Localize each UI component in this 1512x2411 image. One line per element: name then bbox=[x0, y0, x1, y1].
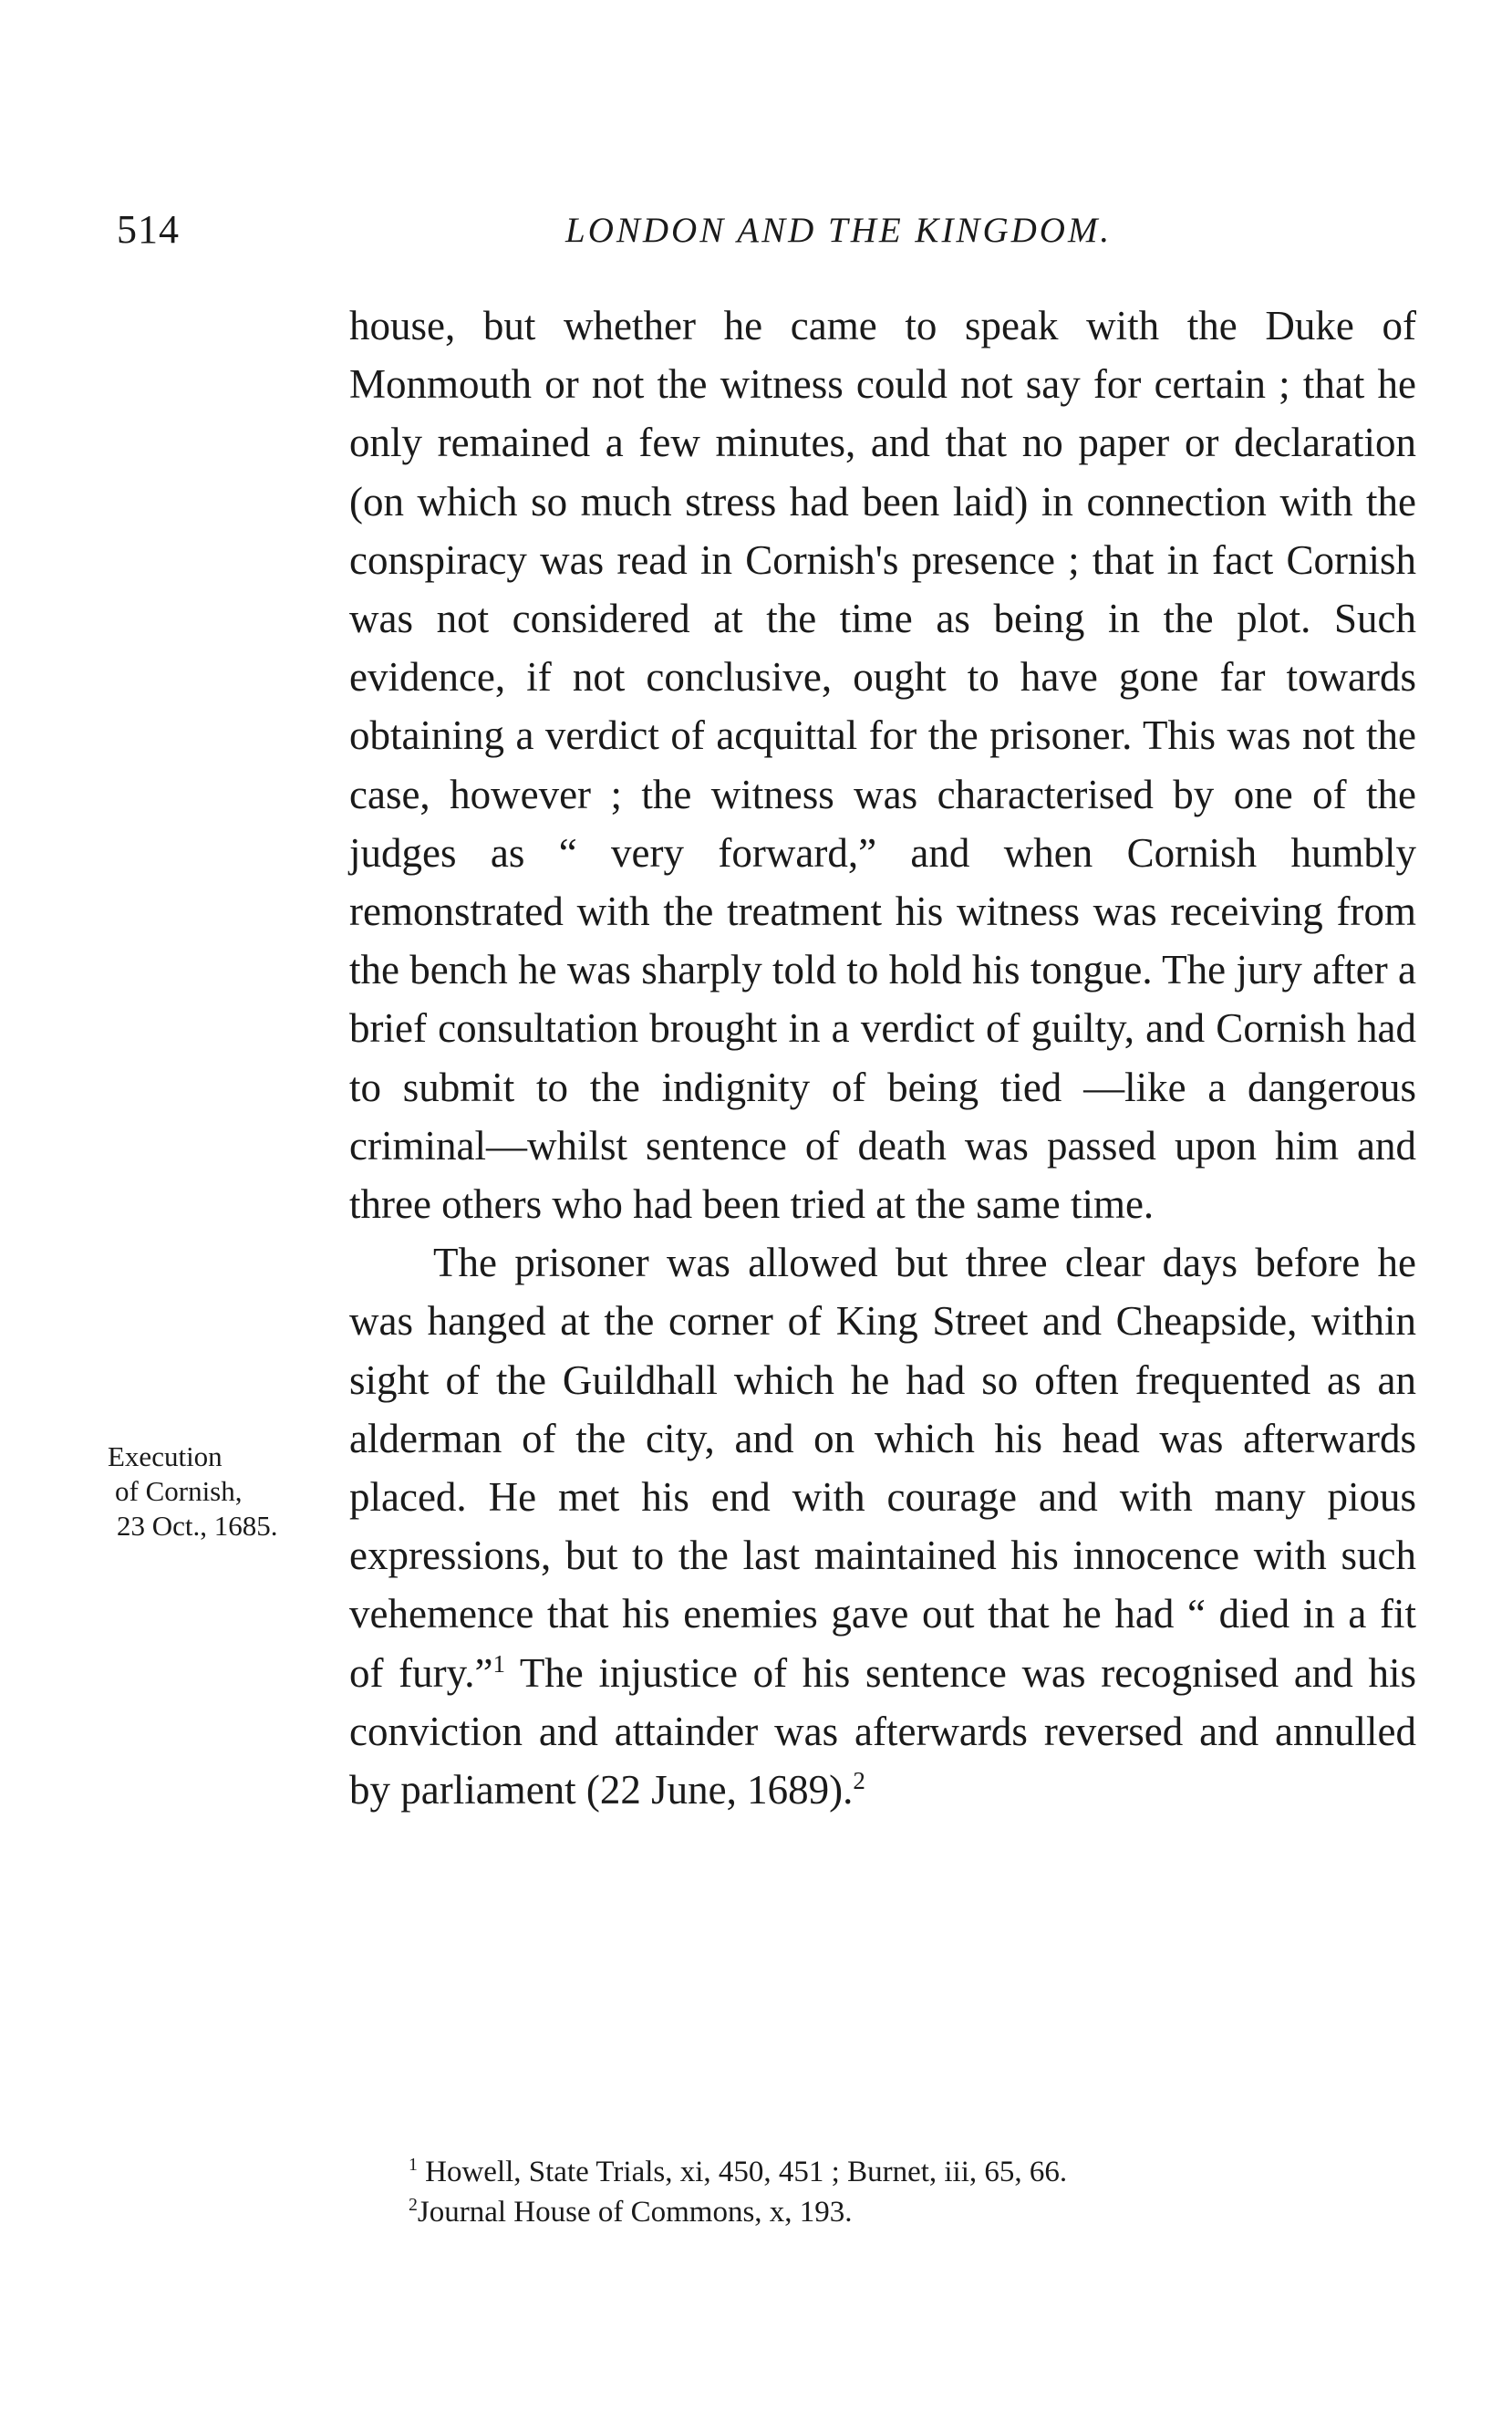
body-text bbox=[349, 296, 1416, 1819]
running-head: LONDON AND THE KINGDOM. bbox=[565, 211, 1113, 250]
footnote-mark: 2 bbox=[409, 2195, 418, 2215]
footnote-ref-2: 2 bbox=[853, 1767, 865, 1795]
footnote-mark: 1 bbox=[409, 2155, 418, 2175]
footnote-text: Howell, State Trials, xi, 450, 451 ; Burnet, iii, 65, 66. bbox=[417, 2156, 1068, 2188]
paragraph-1: house, but whether he came to speak with the Duke of Monmouth or not the witness could not say for certain ; that he only remained a few minutes, and that no paper or declaration (on which so much stress had been laid) in connection with the conspiracy was read in Cornish's presence ; that in fact Cornish was not considered at the time as being in the plot. Such evidence, if not conclusive, ought to have gone far towards obtaining a verdict of acquittal for the prisoner. This was not the case, however ; the witness was characterised by one of the judges as “ very forward,” and when Cornish humbly remonstrated with the treatment his witness was receiving from the bench he was sharply told to hold his tongue. The jury after a brief consultation brought in a verdict of guilty, and Cornish had to submit to the indignity of being tied —like a dangerous criminal—whilst sentence of death was passed upon him and three others who had been tried at the same time. bbox=[349, 303, 1416, 1228]
margin-note-line: Execution bbox=[108, 1440, 223, 1472]
paragraph-2-part-2: The injustice of his sentence was recognised and his conviction and attainder was afterwards reversed and annulled by parliament (22 June, 1689). bbox=[349, 1649, 1416, 1813]
paragraph-2 bbox=[349, 1233, 1416, 1819]
margin-note-line: of Cornish, bbox=[115, 1475, 243, 1507]
margin-note-line: 23 Oct., 1685. bbox=[117, 1510, 278, 1542]
footnote-ref-1: 1 bbox=[492, 1649, 505, 1678]
footnote-2 bbox=[409, 2192, 1412, 2232]
margin-note bbox=[108, 1439, 349, 1543]
footnote-text: Journal House of Commons, x, 193. bbox=[417, 2196, 853, 2229]
page-number: 514 bbox=[117, 207, 180, 252]
paragraph-2-part-1: The prisoner was allowed but three clear days before he was hanged at the corner of King Street and Cheapside, within sight of the Guildhall which he had so often frequented as an alderman of the city, and on which his head was afterwards placed. He met his end with courage and with many pious expressions, but to the last maintained his innocence with such vehemence that his enemies gave out that he had “ died in a fit of fury.” bbox=[349, 1240, 1416, 1696]
footnotes bbox=[409, 2152, 1412, 2232]
footnote-1 bbox=[409, 2152, 1412, 2192]
